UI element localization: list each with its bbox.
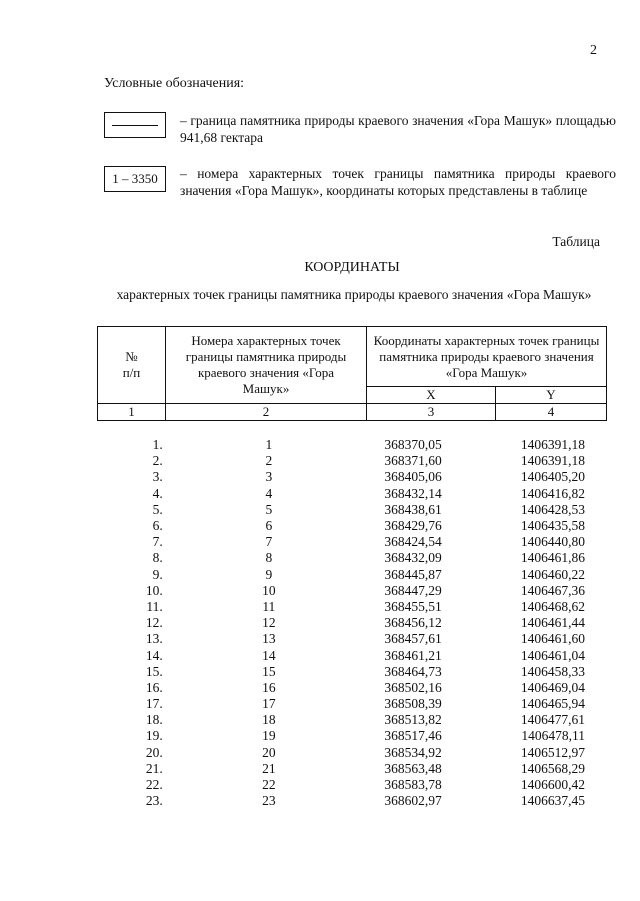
row-number: 22.: [145, 777, 163, 793]
coord-x: 368583,78: [384, 777, 442, 793]
point-number: 15: [262, 663, 276, 679]
coord-y: 1406458,33: [520, 663, 585, 679]
coord-x: 368563,48: [384, 760, 442, 776]
coord-y: 1406461,44: [520, 615, 585, 631]
coord-x: 368602,97: [384, 793, 442, 809]
coord-y: 1406405,20: [520, 469, 585, 485]
coord-x: 368508,39: [384, 696, 442, 712]
table-row: [97, 664, 607, 680]
coord-x: 368424,54: [384, 534, 442, 550]
row-number: 12.: [145, 615, 163, 631]
coord-y: 1406600,42: [520, 777, 585, 793]
point-number: 11: [262, 598, 276, 614]
point-number: 12: [262, 615, 276, 631]
header-col3: 3: [367, 404, 496, 421]
coord-x: 368447,29: [384, 582, 442, 598]
coord-y: 1406416,82: [520, 485, 585, 501]
point-number: 17: [262, 696, 276, 712]
table-row: [97, 583, 607, 599]
point-number: 16: [262, 679, 276, 695]
row-number: 18.: [145, 712, 163, 728]
table-row: [97, 777, 607, 793]
page-number: 2: [590, 43, 597, 58]
table-row: [97, 761, 607, 777]
boundary-line-icon: [112, 125, 158, 126]
coord-y: 1406469,04: [520, 679, 585, 695]
coord-x: 368457,61: [384, 631, 442, 647]
point-number: 6: [265, 518, 273, 534]
points-symbol: [104, 166, 166, 192]
point-number: 9: [265, 566, 273, 582]
coord-y: 1406465,94: [520, 696, 585, 712]
table-row: [97, 437, 607, 453]
table-row: [97, 486, 607, 502]
coord-y: 1406461,86: [520, 550, 585, 566]
coordinates-table-header: [97, 326, 607, 421]
coord-y: 1406478,11: [521, 728, 585, 744]
table-row: [97, 599, 607, 615]
point-number: 19: [262, 728, 276, 744]
row-number: 15.: [145, 663, 163, 679]
coord-y: 1406512,97: [520, 744, 585, 760]
table-row: [97, 745, 607, 761]
coord-y: 1406461,04: [520, 647, 585, 663]
row-number: 19.: [145, 728, 163, 744]
coord-y: 1406440,80: [520, 534, 585, 550]
point-number: 1: [265, 437, 273, 453]
header-num: № п/п: [98, 327, 166, 404]
coord-x: 368513,82: [384, 712, 442, 728]
point-number: 2: [265, 453, 273, 469]
doc-subtitle: характерных точек границы памятника природы краевого значения «Гора Машук»: [116, 287, 592, 302]
point-number: 23: [262, 793, 276, 809]
coord-x: 368461,21: [384, 647, 442, 663]
header-col4: 4: [496, 404, 607, 421]
point-number: 5: [265, 501, 273, 517]
table-row: [97, 615, 607, 631]
coord-x: 368517,46: [384, 728, 442, 744]
point-number: 18: [262, 712, 276, 728]
table-row: [97, 453, 607, 469]
coord-x: 368405,06: [384, 469, 442, 485]
legend-title: Условные обозначения:: [104, 76, 245, 91]
coord-y: 1406477,61: [520, 712, 585, 728]
coord-y: 1406467,36: [520, 582, 585, 598]
header-x: X: [367, 387, 496, 404]
coord-x: 368456,12: [384, 615, 442, 631]
legend-points: [104, 166, 616, 199]
coord-y: 1406391,18: [520, 437, 585, 453]
coord-x: 368371,60: [384, 453, 442, 469]
row-number: 9.: [152, 566, 163, 582]
point-number: 22: [262, 777, 276, 793]
coord-x: 368438,61: [384, 501, 442, 517]
coord-x: 368464,73: [384, 663, 442, 679]
row-number: 21.: [145, 760, 163, 776]
coord-y: 1406460,22: [520, 566, 585, 582]
coord-y: 1406568,29: [520, 760, 585, 776]
point-number: 10: [262, 582, 276, 598]
row-number: 2.: [152, 453, 163, 469]
coord-y: 1406391,18: [520, 453, 585, 469]
coord-x: 368429,76: [384, 518, 442, 534]
coord-y: 1406468,62: [520, 598, 585, 614]
row-number: 13.: [145, 631, 163, 647]
table-row: [97, 680, 607, 696]
point-number: 21: [262, 760, 276, 776]
coord-x: 368432,09: [384, 550, 442, 566]
header-y: Y: [496, 387, 607, 404]
points-code: 1 – 3350: [112, 171, 158, 186]
row-number: 11.: [146, 598, 163, 614]
row-number: 14.: [145, 647, 163, 663]
row-number: 7.: [152, 534, 163, 550]
table-row: [97, 647, 607, 663]
table-row: [97, 469, 607, 485]
table-row: [97, 550, 607, 566]
table-label: Таблица: [552, 234, 600, 249]
table-row: [97, 502, 607, 518]
coord-y: 1406435,58: [520, 518, 585, 534]
row-number: 5.: [152, 501, 163, 517]
coordinates-table-body: [97, 437, 607, 809]
coord-x: 368370,05: [384, 437, 442, 453]
table-row: [97, 567, 607, 583]
row-number: 6.: [152, 518, 163, 534]
row-number: 10.: [145, 582, 163, 598]
coord-x: 368502,16: [384, 679, 442, 695]
point-number: 7: [265, 534, 273, 550]
row-number: 3.: [152, 469, 163, 485]
boundary-symbol: [104, 112, 166, 138]
point-number: 8: [265, 550, 273, 566]
point-number: 13: [262, 631, 276, 647]
table-row: [97, 793, 607, 809]
coord-y: 1406428,53: [520, 501, 585, 517]
table-row: [97, 712, 607, 728]
row-number: 20.: [145, 744, 163, 760]
table-row: [97, 631, 607, 647]
table-row: [97, 518, 607, 534]
row-number: 1.: [152, 437, 163, 453]
table-row: [97, 696, 607, 712]
coord-x: 368534,92: [384, 744, 442, 760]
coord-x: 368432,14: [384, 485, 442, 501]
point-number: 14: [262, 647, 276, 663]
coord-y: 1406637,45: [520, 793, 585, 809]
point-number: 3: [265, 469, 273, 485]
coord-y: 1406461,60: [520, 631, 585, 647]
coord-x: 368455,51: [384, 598, 442, 614]
legend-points-text: – номера характерных точек границы памятника природы краевого значения «Гора Машук», координаты которых представлены в таблице: [180, 166, 616, 198]
point-number: 4: [265, 485, 273, 501]
doc-title: КООРДИНАТЫ: [304, 260, 400, 275]
row-number: 8.: [152, 550, 163, 566]
table-row: [97, 534, 607, 550]
header-col1: 1: [98, 404, 166, 421]
table-row: [97, 728, 607, 744]
row-number: 4.: [152, 485, 163, 501]
legend-boundary: [104, 112, 616, 146]
header-col2: 2: [166, 404, 367, 421]
point-number: 20: [262, 744, 276, 760]
header-points: Номера характерных точек границы памятника природы краевого значения «Гора Машук»: [166, 327, 367, 404]
row-number: 23.: [145, 793, 163, 809]
row-number: 17.: [145, 696, 163, 712]
header-coords: Координаты характерных точек границы памятника природы краевого значения «Гора Машук»: [367, 327, 607, 387]
row-number: 16.: [145, 679, 163, 695]
coord-x: 368445,87: [384, 566, 442, 582]
legend-boundary-text: – граница памятника природы краевого значения «Гора Машук» площадью 941,68 гектара: [180, 113, 616, 145]
